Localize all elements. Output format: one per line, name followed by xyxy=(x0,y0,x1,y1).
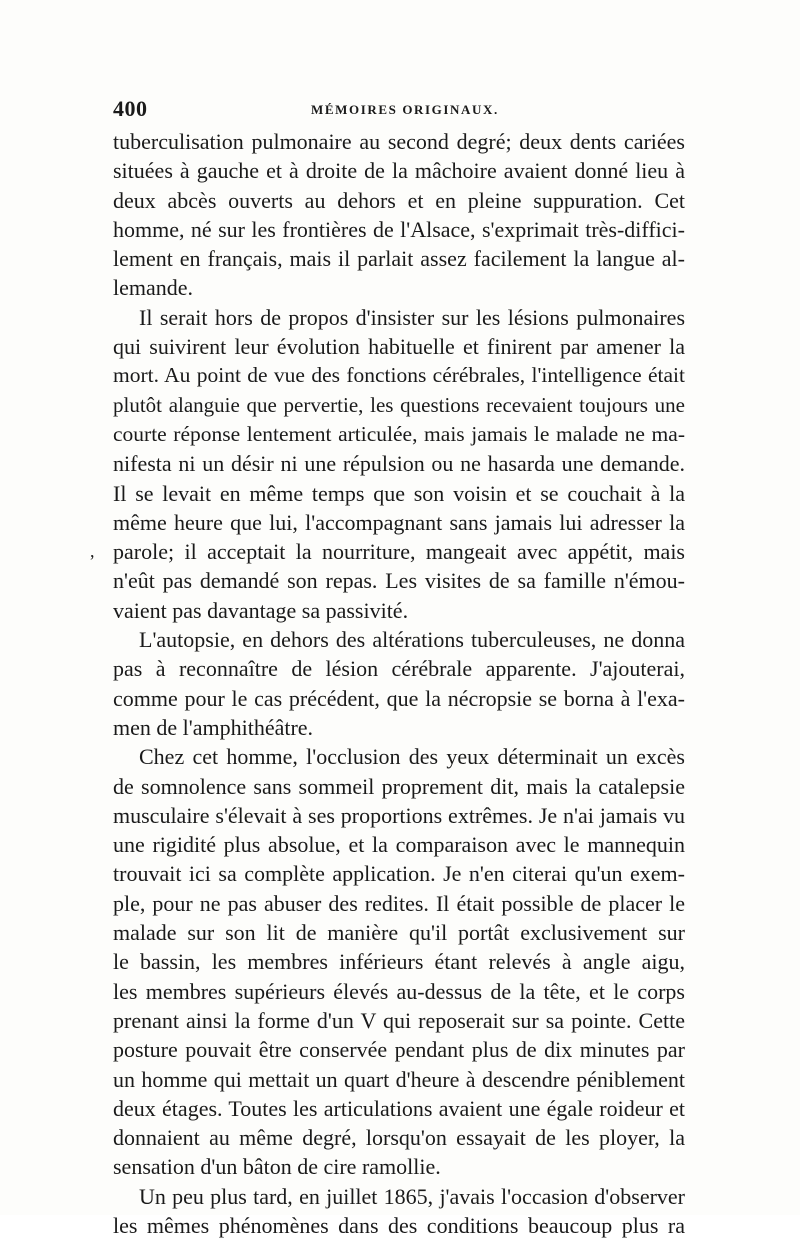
text-line: musculaire s'élevait à ses proportions extrêmes. Je n'ai jamais vu xyxy=(113,802,685,828)
text-line: une rigidité plus absolue, et la comparaison avec le mannequin xyxy=(113,832,685,858)
text-line: homme, né sur les frontières de l'Alsace, s'exprimait très-diffici- xyxy=(113,216,685,242)
text-line: deux étages. Toutes les articulations avaient une égale roideur et xyxy=(113,1095,685,1121)
text-line: sensation d'un bâton de cire ramollie. xyxy=(113,1154,441,1180)
text-line: un homme qui mettait un quart d'heure à descendre péniblement xyxy=(113,1066,685,1092)
text-line: les membres supérieurs élevés au-dessus de la tête, et le corps xyxy=(113,978,685,1004)
text-line: lement en français, mais il parlait assez facilement la langue al- xyxy=(113,246,685,272)
text-line: prenant ainsi la forme d'un V qui reposerait sur sa pointe. Cette xyxy=(113,1007,685,1033)
text-line: courte réponse lentement articulée, mais jamais le malade ne ma- xyxy=(113,421,685,446)
text-line: men de l'amphithéâtre. xyxy=(113,714,314,740)
text-line: comme pour le cas précédent, que la nécropsie se borna à l'exa- xyxy=(113,685,685,711)
text-line: nifesta ni un désir ni une répulsion ou ne hasarda une demande. xyxy=(113,451,685,477)
text-line: situées à gauche et à droite de la mâchoire avaient donné lieu à xyxy=(113,158,685,184)
paragraph-start: Il serait hors de propos d'insister sur les lésions pulmonaires xyxy=(139,304,685,330)
text-line: parole; il acceptait la nourriture, mangeait avec appétit, mais xyxy=(113,539,685,565)
text-line: les mêmes phénomènes dans des conditions beaucoup plus ra xyxy=(113,1212,685,1238)
page-header xyxy=(113,96,685,122)
text-line: ple, pour ne pas abuser des redites. Il était possible de placer le xyxy=(113,890,685,916)
text-line: trouvait ici sa complète application. Je n'en citerai qu'un exem- xyxy=(113,861,685,887)
page-number: 400 xyxy=(113,96,148,121)
margin-mark: , xyxy=(90,541,95,561)
text-line: vaient pas davantage sa passivité. xyxy=(113,597,409,623)
running-title: MÉMOIRES ORIGINAUX. xyxy=(311,102,499,117)
text-line: même heure que lui, l'accompagnant sans jamais lui adresser la xyxy=(113,509,685,535)
text-line: lemande. xyxy=(113,275,194,301)
text-line: mort. Au point de vue des fonctions cérébrales, l'intelligence était xyxy=(113,363,685,388)
paragraph-start: Chez cet homme, l'occlusion des yeux déterminait un excès xyxy=(139,744,685,770)
text-line: donnaient au même degré, lorsqu'on essayait de les ployer, la xyxy=(113,1125,685,1151)
text-line: tuberculisation pulmonaire au second degré; deux dents cariées xyxy=(113,129,685,154)
text-line: Il se levait en même temps que son voisin et se couchait à la xyxy=(113,480,685,506)
body-text xyxy=(113,127,685,1240)
text-line: qui suivirent leur évolution habituelle et finirent par amener la xyxy=(113,334,685,360)
text-line: pas à reconnaître de lésion cérébrale apparente. J'ajouterai, xyxy=(113,656,685,682)
text-line: posture pouvait être conservée pendant plus de dix minutes par xyxy=(113,1037,685,1063)
paragraph-start: L'autopsie, en dehors des altérations tuberculeuses, ne donna xyxy=(139,627,685,653)
text-line: deux abcès ouverts au dehors et en pleine suppuration. Cet xyxy=(113,187,685,213)
text-line: le bassin, les membres inférieurs étant relevés à angle aigu, xyxy=(113,949,685,975)
text-line: n'eût pas demandé son repas. Les visites de sa famille n'émou- xyxy=(113,568,685,594)
paragraph-start: Un peu plus tard, en juillet 1865, j'avais l'occasion d'observer xyxy=(139,1183,685,1209)
text-line: de somnolence sans sommeil proprement dit, mais la catalepsie xyxy=(113,773,685,799)
text-line: plutôt alanguie que pervertie, les questions recevaient toujours une xyxy=(113,392,685,417)
text-line: malade sur son lit de manière qu'il portât exclusivement sur xyxy=(113,920,685,946)
